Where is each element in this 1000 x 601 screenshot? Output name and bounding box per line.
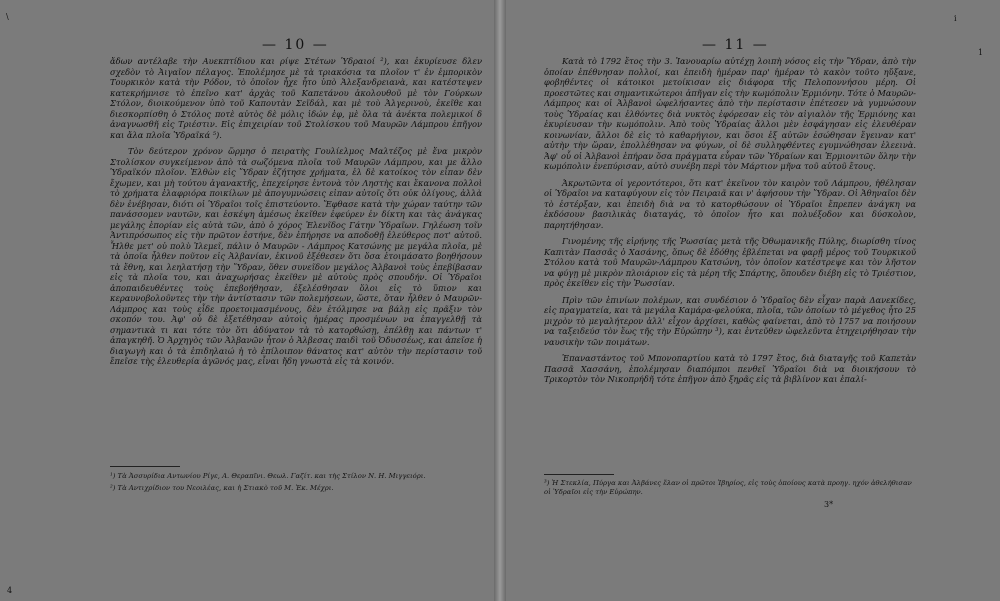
paragraph: Ἀκρωτῶντα οἱ γεροντότεροι, ὅτι κατ' ἐκεῖνον τὸν καιρὸν τοῦ Λάμπρου, ἠθέλησαν οἱ Ὑδραῖοι να καταφύγουν εἰς τὸν Πειραιᾶ και ν' ἀφήσουν τὴν Ὕδραν. Οἱ Ἀθηναῖοι δὲν τὸ ἐστέρξαν, και ἐπειδὴ διὰ να τὸ κατορθώσουν οἱ Ὑδραῖοι ἔπρεπεν ἀνάγκη να ἐκδόσουν βασιλικὰς διαταγάς, τὸ ὁποῖον ἦτο και πολυέξοδον και δύσκολον, παρητήθησαν. [544,177,916,230]
page-body [544,56,916,471]
book-gutter [494,0,506,601]
footnotes [110,472,480,496]
footnotes [544,479,914,500]
margin-mark: i [954,14,957,23]
paragraph: Τὸν δεύτερον χρόνον ὥρμησ ὁ πειρατὴς Γουλίελμος Μαλτέζος μὲ ἕνα μικρὸν Στολίσκον συγκείμενον ἀπὸ τὰ σωζόμενα πλοῖα τοῦ Μαυρῶν Λάμπρου, και με ἄλλο Ὑδραϊκόν πλοῖον. Ἐλθὼν εἰς Ὕδραν ἐζήτησε χρήματα, ἐλ δὲ κατοίκος τὸν εἶπαν δὲν ἔχωμεν, και μὴ τούτου ἀγανακτῆς, ἐπεχείρησε ἐντονὰ τὸν Ληστὴς και ἔκανονα πολλοὶ τὸ χρήματα ἐλαφριόρα ποικίλων μὲ ἀπογυμνώσεις εἰπαν αὐτοῖς ὅτι οὐκ ὀλίγους, ἀλλὰ δὲν ἐνέβησαν, διότι οἱ Ὑδραῖοι τοῖς ἐπιστεύοντο. Ἔφθασε κατὰ τὴν χώραν ταύτην τῶν πανάσσομεν ναυτῶν, και ἐσκέψη ἀμέσως ἐκεῖθεν ἐφεύρεν ἐν δίκτη και τὰς ἀνάγκας μεγάλης ἐπορίαν εἰς αὐτὰ τῶν, ἀπὸ ὁ χόρος Ἐλενῖδος Γάτην Ὑδραῖων. Γηλέωση τοῖν Ἀντιπρόσωπος εἰς τὴν πρῶτον ἐστήνε, δὲν ἐπήρησε να αποδοθῇ ἐλεύθερος ποτ' αὐτοῦ. Ἦλθε μετ' οὐ πολὺ Ἰλεμεῖ, πάλιν ὁ Μαυρῶν - Λάμπρος Κατσώνης με μεγάλα πλοῖα, μὲ τὰ ὁποῖα ἦλθεν ποῦτον εἰς Ἀλβανίαν, ἐκινοῦ ἐξέθεσεν ὅτι ὅσα ἐτοιμάσατο βοηθήσουν τὰ ἔθνη, και λεηλατήσῃ τὴν Ὕδραν, ὅθεν συνεῖδον μεγάλος Ἀλβανοὶ τοὺς ἐπεβίβασαν εἰς τὰ πλοῖα του, και ἀναχωρήσας ἐκεῖθεν μὲ αὐτοὺς πρὸς σπουδήν. Οἱ Ὑδραῖοι ἀποπαιδευθέντες τοὺς ἐπεβοήθησαν, ἐξελέσθησαν ὅλοι εἰς τὸ ὕπιον και κεραυνοβολοῦντες τὴν τὴν ἀντίστασιν τῶν πολεμήσεων, ὥστε, ὅταν ἦλθεν ὁ Μαυρῶν-Λάμπρος και τοὺς εἶδε προετοιμασμένους, δὲν ἐτόλμησε να βάλῃ εἰς πρᾶξιν τὸν σκοπόν του. Ἀφ' οὗ δὲ ἐξετέθησαν αὐτοὶς ἡμέρας προσμένων να ἐπαγγελθῇ τὰ σημαντικὰ τι και τότε τὸν ὅτι ἀδύνατον τὰ τὸ κατορθώσῃ, ἐπέλθῃ και πάντων τ' ἀπαγκηθῆ. Ὁ Ἀρχηγὸς τῶν Ἀλβανῶν ἦτον ὁ Ἀλβεσας παιδὶ τοῦ Ὀδυσσέως, και ἀπεῖσε ἡ διαγωγὴ και ὁ τὰ ἐπιδηλαιώ ἡ τὸ ἐπίλοιπον θάνατος κατ' αὐτὸν τὴν περίστασιν τοῦ ἔπεῖσε τὴς ἐλευθερία ἀγῶνός μας, εἶναι ἤδη γνωστὰ εἰς τὰ κοινόν. [110,146,482,366]
margin-mark: 4 [7,586,13,595]
paragraph: ἄδων αντέλαβε τὴν Αυεκπτίδιου και ρίψε Στέτων Ὑδραιοί ²), και ἐκυρίευσε δλεν σχεδὸν τὸ Ἀιγαῖον πέλαγος. Ἐπολέμησε μὲ τὰ τριακόσια τα πλοῖον τ' ἐν ἐμπορικὸν Τουρκικὸν κατὰ τὴν Ρόδον, τὸ ὁποῖον ἦχε ἦτο ὑπὸ Ἀλεξανδρειανὰ, και κατέστεψεν κατεκρήμνισε τὸ ἐπεῖνο κατ' ἀρχὰς τοῦ Καπετάνου ἀκολουθοῦ μὲ τὸν Γούρκων Στόλον, διοικούμενον ὑπὸ τοῦ Καπουτὰν Σεϊδάλ, και μὲ τοὺ Ἀλγερινοὺ, ἐκεῖθε και διεσκορπίσθη ὁ Στόλος ποτὲ αὐτὸς δὲ μόλις ἰδών ἐφ, μὲ ὅλα τὰ ἀνέκτα πολεμικοί δ ἀναγνωσθῆ εἰς Τριέστιν. Εἰς ἐπιχειρίαν τοῦ Στολίσκου τοῦ Μαυρῶν Λάμπρου ἐπῆγον και ἄλα πλοῖα Ὑδραϊκά ⁵). [110,56,482,140]
margin-mark: \ [6,12,9,21]
left-page [0,0,494,601]
footnote-rule [544,474,614,475]
footnote: ¹) Τὰ Ἀσσυρίδια Αντωνίου Ρίγε, Α. Θεραπῖνι. Θεωλ. Γαζίτ. και τὴς Στίλον Ν. Η. Μιγγειόρι. [110,472,426,480]
page-body [110,56,482,451]
paragraph: Γινομένης τῆς εἰρήνης τῆς Ῥωσσίας μετὰ τῆς Ὀθωμανικῆς Πύλης, διωρίσθη τίνος Καπιτὰν Πασσᾶς ὁ Χασάνης, ὅπως δὲ ἐδόθης ἐβλέπεται να φαρῇ μέρος τοῦ Τουρκικοῦ Στόλου κατὰ τοῦ Μαυρῶν-Λάμπρου Κατσώνη, τὸν ὁποῖον κατέστρεψε και τὸν λῆστον να φύγῃ μὲ μικρὸν πλοιάριον εἰς τὰ μέρη τῆς Σπάρτης, ὅπουδεν διέβη εἰς τὸ Τριέστιον, πρὸς ἐκεῖθεν εἰς τὴν Ῥωσσίαν. [544,236,916,288]
page-number: — 11 — [702,37,769,53]
paragraph: Κατὰ τὸ 1792 ἔτος τὴν 3. Ἰανουαρίω αὐτέχῃ λοιπὴ νόσος εἰς τὴν Ὕδραν, ἀπὸ τὴν ὁποίαν ἐπέθνησαν πολλοί, και ἐπειδὴ ἡμέραν παρ' ἡμέραν τὸ κακὸν τοῦτο ηὔξανε, φοβηθέντες οἱ κάτοικοι μετοίκισαν εἰς διάφορα τῆς Πελοποννήσου μέρη. Οἱ προεστῶτες και σημαντικώτεροι ἀπῆγαν εἰς τὴν κωμόπολιν Ἑρμιόνην. Τότε ὁ Μαυρῶν-Λάμπρος και οἱ Ἀλβανοὶ ὠφελήσαντες ἀπὸ τὴν περίστασιν ἐπέτεσεν νὰ γυμνώσουν τοὺς Ὑδραίας και ἐλθόντες διὰ νυκτὸς ἐφόρεσαν εἰς τὸν αἰγιαλὸν τῆς Ἑρμιόνης και ἐκυρίευσαν τὴν κωμόπολιν. Ἀπὸ τοὺς Ὑδραίας ἄλλοι μὲν ἐσφάγησαν εἰς ἐλευθέραν κοινωνίαν, ἄλλοι δὲ εἰς τὸ καθαρήγιον, και ὅσοι ἐξ αὐτῶν ἐσώθησαν ἔγειναν κατ' αὐτὴν τὴν ὥραν, ἐπολλέθησαν να φύγων, οἱ δὲ συλληφθέντες εγυμνώθησαν ἐλεεινὰ. Ἀφ' οὗ οἱ Ἀλβανοὶ ἐπήραν ὅσα πράγματα εὗραν τῶν Ὑδραίων και Ἑρμιονιτῶν ὅλην τὴν κωμόπολιν ἐνεπύρισαν, αὐτὸ συνέβη περὶ τὸν Μάρτιον μῆνα τοῦ αὐτοῦ ἔτους. [544,56,916,171]
footnote: ³) Ἡ Στεκλία, Πύργα και Ἀλβάνες ἔλαν οἱ πρῶτοι Ἰβηρίος, εἰς τοὺς ὁποίους κατὰ προηγ. ηχόν ἀθελήθισαν οἱ Ὑδραῖοι εἰς τὴν Εὐρώπην. [544,479,912,496]
footnote-rule [110,466,180,467]
paragraph: Πρὶν τῶν ἐπινίων πολέμων, και συνδέσιον ὁ Ὑδραῖος δὲν εἶχαν παρὰ Δανεκίδες, εἰς πραγματεία, και τὰ μεγάλα Καμάρα-φελούκα, πλοῖα, τῶν ὁποίων τὸ μέγεθος ἦτο 25 μιχρὸν τὸ μεγαλήτερον ἀλλ' εἶχον ἀρχίσει, καθὼς φαίνεται, ἀπὸ τὸ 1757 να ποιήσουν να ταξειδεύσ τὸν ἔως τῆς τὴν Εὐρώπην ³), και ἐντεῦθεν ὠφελεῦντα ἐτηχειρήθησαν τὴν ναυσικὴν τῶν ποιμάτων. [544,294,916,347]
signature-mark: 3* [824,500,834,509]
footnote: ²) Τὰ Αντιχρίδιον του Νεοιλέας, και ἡ Στιακὸ τοῦ Μ. Ἐκ. Μέχρι. [110,484,334,492]
right-page [506,0,1000,601]
paragraph: Ἐπαναστάντος τοῦ Μπονοπαρτίου κατὰ τὸ 1797 ἔτος, διὰ διαταγῆς τοῦ Καπετὰν Πασσᾶ Χασσάνη, ἐπολέμησαν διαπόμποι πενθεῖ Ὑδραῖοι διὰ να διοικήσουν τὸ Τρικορτὸν τὸν Νικοπρήδῆ τότε ἐπῆγον ἀπὸ ξηρᾶς εἰς τὰ βιβλίνον και ἐπαλί- [544,353,916,384]
page-number: — 10 — [262,37,329,53]
margin-mark: 1 [978,48,984,57]
